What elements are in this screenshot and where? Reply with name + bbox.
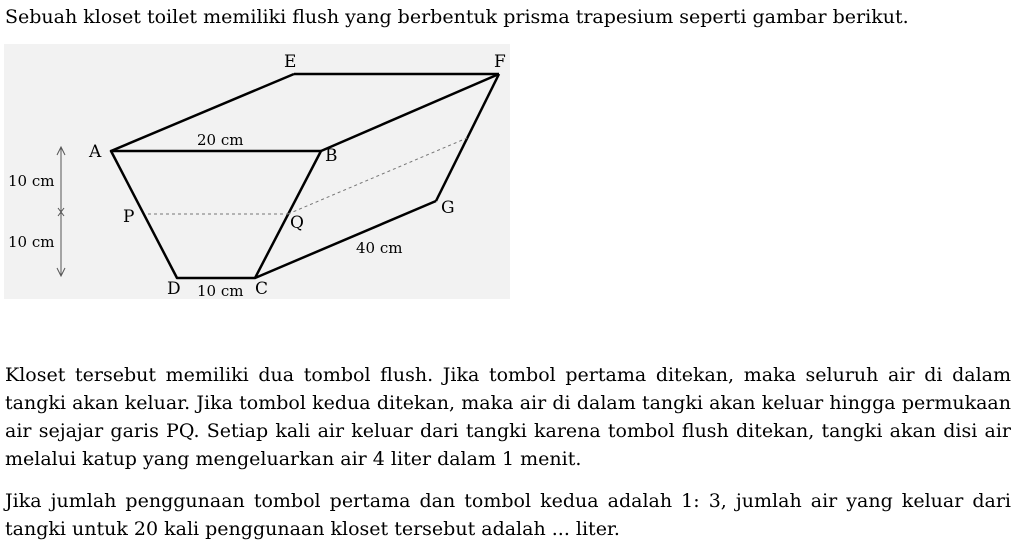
vertex-label-e: E — [284, 52, 297, 72]
edge-cg — [255, 201, 436, 278]
edge-fg — [436, 74, 499, 201]
vertex-label-b: B — [325, 146, 338, 166]
problem-paragraph-1: Kloset tersebut memiliki dua tombol flush. Jika tombol pertama ditekan, maka seluruh air di dalam tangki akan keluar. Jika tombol kedua ditekan, maka air di dalam tangki akan keluar hingga permukaan air sejajar garis PQ. Setiap kali air keluar dari tangki karena tombol flush ditekan, tangki akan disi air melalui katup yang mengeluarkan air 4 liter dalam 1 menit. — [5, 364, 1011, 470]
dimension-top-ab: 20 cm — [197, 131, 244, 149]
dimension-bottom-dc: 10 cm — [197, 282, 244, 299]
edge-bf — [321, 74, 499, 151]
dimension-height-lower: 10 cm — [8, 233, 55, 251]
vertex-label-c: C — [255, 279, 269, 299]
problem-paragraph-2: Jika jumlah penggunaan tombol pertama dan tombol kedua adalah 1: 3, jumlah air yang keluar dari tangki untuk 20 kali penggunaan kloset tersebut adalah ... liter. — [5, 490, 1011, 540]
trapezoid-prism-figure — [4, 44, 510, 299]
vertex-label-f: F — [494, 52, 506, 72]
dimension-depth-cg: 40 cm — [356, 239, 403, 257]
vertex-label-p: P — [123, 207, 135, 227]
vertex-label-a: A — [89, 142, 102, 162]
dimension-height-upper: 10 cm — [8, 172, 55, 190]
vertex-label-q: Q — [290, 213, 304, 233]
prism-diagram — [4, 44, 510, 299]
vertex-label-g: G — [441, 198, 455, 218]
intro-text: Sebuah kloset toilet memiliki flush yang berbentuk prisma trapesium seperti gambar berikut. — [5, 6, 909, 28]
vertex-label-d: D — [167, 279, 181, 299]
